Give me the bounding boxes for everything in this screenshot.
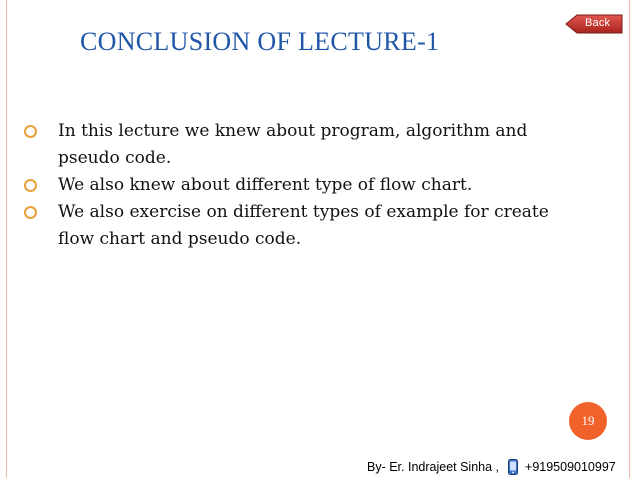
bullet-item [20, 172, 580, 199]
circle-bullet-icon [24, 206, 37, 219]
bullet-text: In this lecture we knew about program, algorithm and pseudo code. [58, 121, 528, 168]
bullet-item [20, 118, 580, 172]
bullet-text: We also exercise on different types of example for create flow chart and pseudo code. [58, 202, 549, 249]
back-button[interactable] [565, 14, 623, 34]
slide-title: CONCLUSION OF LECTURE-1 [80, 27, 440, 56]
bullet-list [20, 118, 580, 253]
phone-icon [507, 459, 519, 475]
footer [367, 459, 616, 475]
footer-phone: +919509010997 [525, 460, 616, 474]
page-number: 19 [581, 413, 595, 428]
page-number-badge [569, 402, 607, 440]
right-border-line [629, 0, 630, 478]
footer-author: By- Er. Indrajeet Sinha , [367, 460, 500, 474]
back-button-label: Back [585, 17, 611, 29]
left-border-line [6, 0, 7, 478]
circle-bullet-icon [24, 179, 37, 192]
bullet-text: We also knew about different type of flow chart. [58, 175, 473, 195]
circle-bullet-icon [24, 125, 37, 138]
bullet-item [20, 199, 580, 253]
